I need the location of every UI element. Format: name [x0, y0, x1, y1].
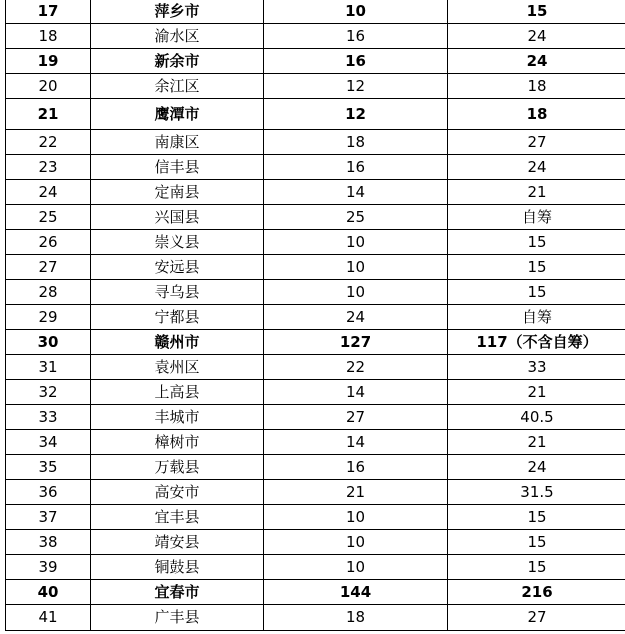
- region-name-cell: 万载县: [91, 455, 264, 480]
- value-a-cell: 16: [264, 455, 448, 480]
- region-name-cell: 新余市: [91, 49, 264, 74]
- region-name-cell: 靖安县: [91, 530, 264, 555]
- table-row: [6, 255, 625, 280]
- value-a-cell: 10: [264, 555, 448, 580]
- value-a-cell: 10: [264, 255, 448, 280]
- value-a-cell: 10: [264, 530, 448, 555]
- value-b-cell: 21: [448, 380, 625, 405]
- region-name-cell: 崇义县: [91, 230, 264, 255]
- region-name-cell: 上高县: [91, 380, 264, 405]
- table-row: [6, 380, 625, 405]
- value-b-cell: 15: [448, 530, 625, 555]
- region-name-cell: 寻乌县: [91, 280, 264, 305]
- value-b-cell: 21: [448, 180, 625, 205]
- row-number-cell: 20: [6, 74, 91, 99]
- value-b-cell: 24: [448, 49, 625, 74]
- table-row: [6, 455, 625, 480]
- table-row: [6, 505, 625, 530]
- region-name-cell: 高安市: [91, 480, 264, 505]
- value-b-cell: 216: [448, 580, 625, 605]
- region-name-cell: 宁都县: [91, 305, 264, 330]
- value-b-cell: 21: [448, 430, 625, 455]
- table-row: [6, 130, 625, 155]
- region-name-cell: 丰城市: [91, 405, 264, 430]
- region-name-cell: 定南县: [91, 180, 264, 205]
- region-name-cell: 铜鼓县: [91, 555, 264, 580]
- region-name-cell: 兴国县: [91, 205, 264, 230]
- value-a-cell: 16: [264, 49, 448, 74]
- row-number-cell: 33: [6, 405, 91, 430]
- region-name-cell: 信丰县: [91, 155, 264, 180]
- value-b-cell: 31.5: [448, 480, 625, 505]
- table-row: [6, 305, 625, 330]
- region-name-cell: 安远县: [91, 255, 264, 280]
- row-number-cell: 29: [6, 305, 91, 330]
- table-row: [6, 205, 625, 230]
- row-number-cell: 28: [6, 280, 91, 305]
- value-a-cell: 22: [264, 355, 448, 380]
- region-name-cell: 渝水区: [91, 24, 264, 49]
- table-row: [6, 405, 625, 430]
- value-b-cell: 15: [448, 280, 625, 305]
- value-a-cell: 16: [264, 24, 448, 49]
- table-row: [6, 24, 625, 49]
- row-number-cell: 22: [6, 130, 91, 155]
- region-name-cell: 广丰县: [91, 605, 264, 631]
- row-number-cell: 31: [6, 355, 91, 380]
- region-name-cell: 南康区: [91, 130, 264, 155]
- value-b-cell: 33: [448, 355, 625, 380]
- value-b-cell: 27: [448, 130, 625, 155]
- value-a-cell: 10: [264, 230, 448, 255]
- table-row: [6, 99, 625, 130]
- row-number-cell: 25: [6, 205, 91, 230]
- data-table: [5, 0, 625, 631]
- table-row: [6, 180, 625, 205]
- region-name-cell: 宜丰县: [91, 505, 264, 530]
- value-a-cell: 10: [264, 0, 448, 24]
- region-name-cell: 赣州市: [91, 330, 264, 355]
- value-b-cell: 40.5: [448, 405, 625, 430]
- table-row: [6, 155, 625, 180]
- value-a-cell: 21: [264, 480, 448, 505]
- value-a-cell: 14: [264, 180, 448, 205]
- table-row: [6, 280, 625, 305]
- value-b-cell: 15: [448, 230, 625, 255]
- row-number-cell: 34: [6, 430, 91, 455]
- row-number-cell: 24: [6, 180, 91, 205]
- row-number-cell: 23: [6, 155, 91, 180]
- value-b-cell: 15: [448, 255, 625, 280]
- value-a-cell: 25: [264, 205, 448, 230]
- value-b-cell: 117（不含自筹）: [448, 330, 625, 355]
- value-a-cell: 18: [264, 130, 448, 155]
- table-row: [6, 355, 625, 380]
- table-row: [6, 0, 625, 24]
- value-a-cell: 144: [264, 580, 448, 605]
- value-b-cell: 24: [448, 24, 625, 49]
- table-row: [6, 605, 625, 631]
- value-b-cell: 15: [448, 555, 625, 580]
- value-a-cell: 127: [264, 330, 448, 355]
- value-a-cell: 12: [264, 99, 448, 130]
- value-b-cell: 18: [448, 74, 625, 99]
- value-a-cell: 27: [264, 405, 448, 430]
- value-a-cell: 14: [264, 430, 448, 455]
- table-body: [6, 0, 625, 631]
- value-b-cell: 27: [448, 605, 625, 631]
- row-number-cell: 37: [6, 505, 91, 530]
- row-number-cell: 32: [6, 380, 91, 405]
- value-b-cell: 18: [448, 99, 625, 130]
- value-b-cell: 自筹: [448, 305, 625, 330]
- row-number-cell: 39: [6, 555, 91, 580]
- value-a-cell: 10: [264, 280, 448, 305]
- value-a-cell: 18: [264, 605, 448, 631]
- table-row: [6, 530, 625, 555]
- value-a-cell: 14: [264, 380, 448, 405]
- table-row: [6, 49, 625, 74]
- row-number-cell: 30: [6, 330, 91, 355]
- row-number-cell: 18: [6, 24, 91, 49]
- value-b-cell: 15: [448, 0, 625, 24]
- region-name-cell: 宜春市: [91, 580, 264, 605]
- row-number-cell: 40: [6, 580, 91, 605]
- row-number-cell: 27: [6, 255, 91, 280]
- row-number-cell: 36: [6, 480, 91, 505]
- table-row: [6, 580, 625, 605]
- region-name-cell: 萍乡市: [91, 0, 264, 24]
- region-name-cell: 鹰潭市: [91, 99, 264, 130]
- row-number-cell: 19: [6, 49, 91, 74]
- region-name-cell: 余江区: [91, 74, 264, 99]
- value-b-cell: 15: [448, 505, 625, 530]
- table-row: [6, 480, 625, 505]
- row-number-cell: 17: [6, 0, 91, 24]
- value-a-cell: 10: [264, 505, 448, 530]
- table-row: [6, 230, 625, 255]
- table-row: [6, 330, 625, 355]
- value-a-cell: 24: [264, 305, 448, 330]
- row-number-cell: 38: [6, 530, 91, 555]
- row-number-cell: 41: [6, 605, 91, 631]
- table-row: [6, 555, 625, 580]
- value-a-cell: 12: [264, 74, 448, 99]
- row-number-cell: 21: [6, 99, 91, 130]
- row-number-cell: 35: [6, 455, 91, 480]
- table-row: [6, 74, 625, 99]
- table-row: [6, 430, 625, 455]
- value-b-cell: 24: [448, 455, 625, 480]
- value-b-cell: 自筹: [448, 205, 625, 230]
- value-a-cell: 16: [264, 155, 448, 180]
- region-name-cell: 樟树市: [91, 430, 264, 455]
- row-number-cell: 26: [6, 230, 91, 255]
- region-name-cell: 袁州区: [91, 355, 264, 380]
- value-b-cell: 24: [448, 155, 625, 180]
